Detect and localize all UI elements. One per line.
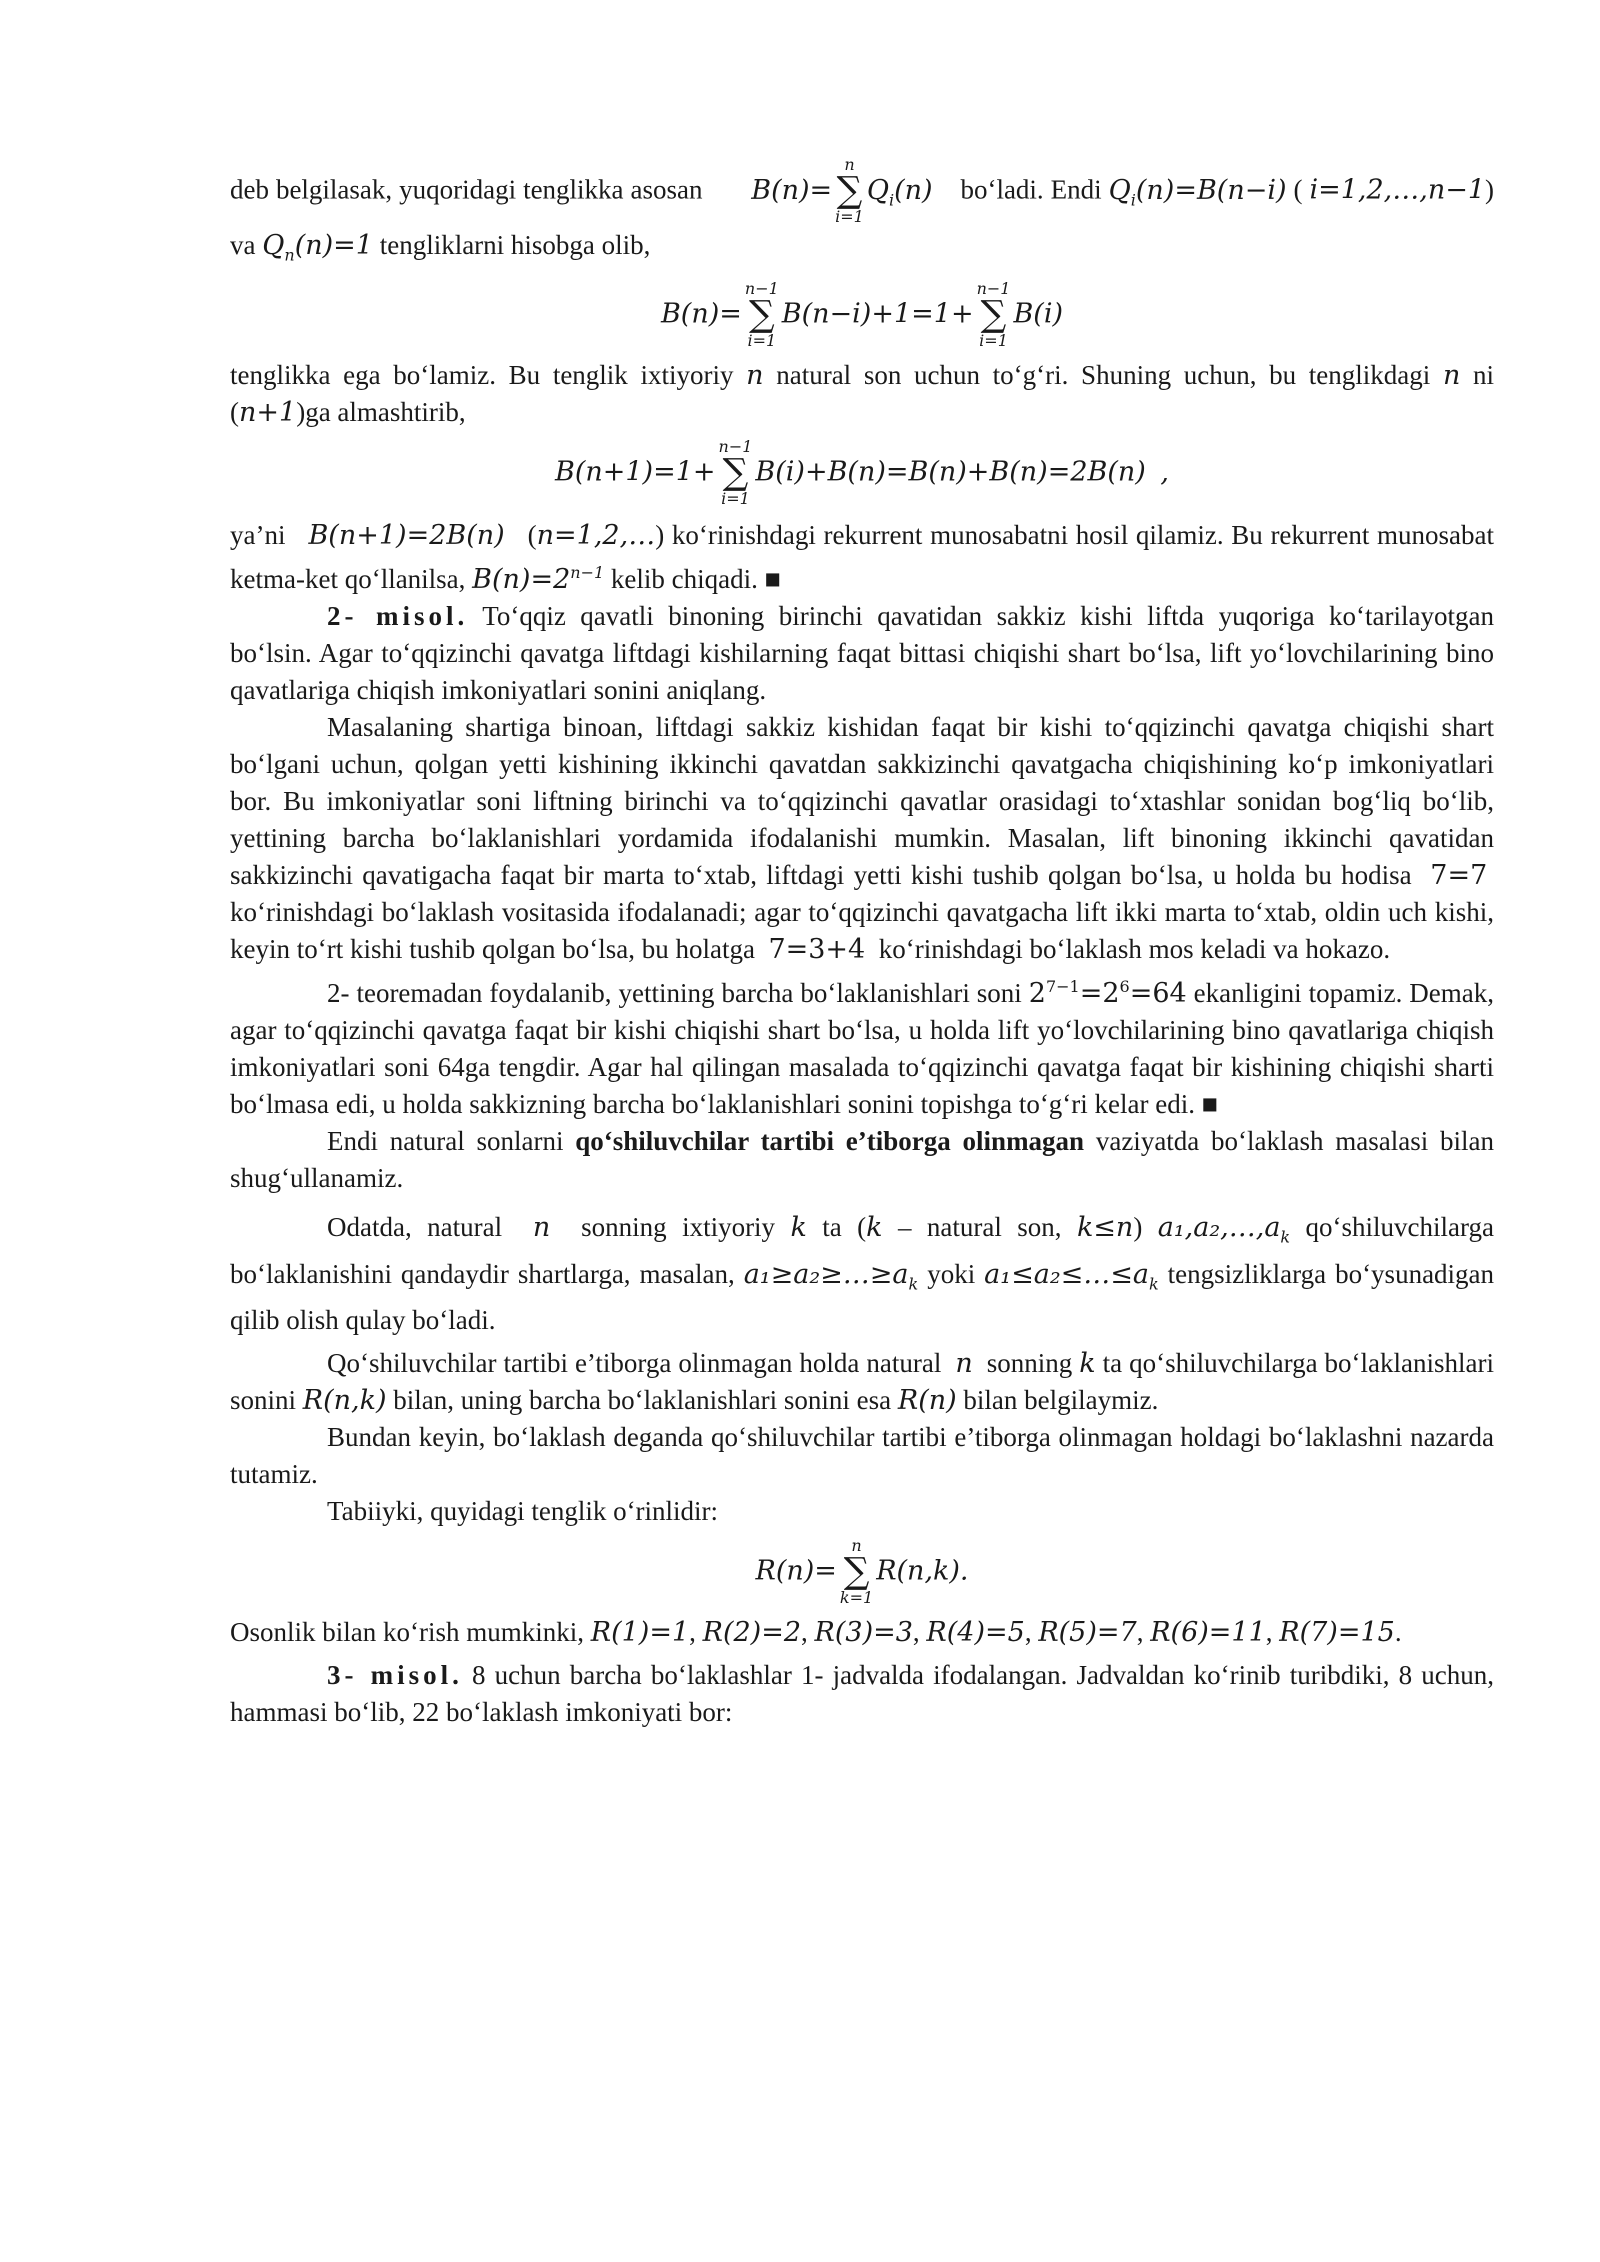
paragraph-example-3: 3- misol. 8 uchun barcha bo‘laklashlar 1- jadvalda ifodalangan. Jadvaldan ko‘rinib turibdiki, 8 uchun, hammasi bo‘lib, 22 bo‘laklash imkoniyati bor: [230,1660,1494,1728]
text: tengliklarni hisobga olib, [379,230,651,260]
formula-r5: R(5)=7 [1038,1617,1137,1649]
text: deb belgilasak, yuqoridagi tenglikka asosan [230,174,703,205]
formula-a-seq: $a_1,a_2,\dots,a_k$ [1157,1212,1291,1247]
formula-r3: R(3)=3 [814,1617,913,1649]
formula-b-power: $B(n)=2^{n-1}$ [472,563,605,596]
var-n: n [532,1212,551,1244]
equation-r-sum: R(n)= n ∑ k=1 R(n,k). [755,1536,969,1608]
formula-a-decreasing: $a_1\ge a_2\ge\dots\ge a_k$ [743,1258,919,1294]
paragraph-values: Osonlik bilan ko‘rish mumkinki, R(1)=1, R(2)=2, R(3)=3, R(4)=5, R(5)=7, R(6)=11, R(7)=15. [230,1617,1402,1649]
paragraph-substitution: tenglikka ega bo‘lamiz. Bu tenglik ixtiyoriy n natural son uchun to‘g‘ri. Shuning uchun, bu tenglikdagi n ni (n+1)ga almashtirib, [230,360,1495,429]
formula-r2: R(2)=2 [702,1617,802,1649]
formula-i-range: i=1,2,…,n−1 [1309,174,1486,206]
text: ( [1293,174,1303,205]
var-k: k [790,1212,807,1244]
formula-r1: R(1)=1 [590,1617,690,1649]
paragraph-notation: Qo‘shiluvchilar tartibi e’tiborga olinmagan holda natural n sonning k ta qo‘shiluvchilarga bo‘laklanishlari sonini R(n,k) bilan, uning barcha bo‘laklanishlari sonini esa R(n) bilan belgilaymiz. [230,1348,1494,1417]
formula-7-eq-7: 7=7 [1430,860,1488,892]
paragraph-solution: Masalaning shartiga binoan, liftdagi sakkiz kishidan faqat bir kishi to‘qqizinchi qavatga chiqishi shart bo‘lgani uchun, qolgan yetti kishining ikkinchi qavatdan sakkizinchi qavatgacha chiqishining ko‘p imkoniyatlari bor. Bu imkoniyatlar soni liftning birinchi va to‘qqizinchi qavatlar orasidagi to‘xtashlar sonidan bog‘liq bo‘lib, yettining barcha bo‘laklanishlari yordamida ifodalanishi mumkin. Masalan, lift binoning ikkinchi qavatidan sakkizinchi qavatigacha faqat bir marta to‘xtab, liftdagi yetti kishi tushib qolgan bo‘lsa, u holda bu hodisa 7=7 ko‘rinishdagi bo‘laklash vositasida ifodalanadi; agar to‘qqizinchi qavatgacha lift ikki marta to‘xtab, oldin uch kishi, keyin to‘rt kishi tushib qolgan bo‘lsa, bu holatga 7=3+4 ko‘rinishdagi bo‘laklash mos keladi va hokazo. [230,712,1494,966]
formula-q-n: $Q_n(n)=1$ [262,230,373,265]
var-n: n [746,360,764,392]
formula-r-n: R(n) [897,1385,957,1417]
formula-recurrence: B(n+1)=2B(n) [308,520,505,552]
text: ) va [230,174,1495,260]
paragraph-equality-intro: Tabiiyki, quyidagi tenglik o‘rinlidir: [327,1496,719,1527]
formula-two-power: $2^{7-1}=2^6=64$ [1028,977,1187,1010]
paragraph-example-2: 2- misol. To‘qqiz qavatli binoning birinchi qavatidan sakkiz kishi liftda yuqoriga ko‘tarilayotgan bo‘lsin. Agar to‘qqizinchi qavatga liftdagi kishilarning faqat bittasi chiqishi shart bo‘lsa, lift yo‘lovchilarining bino qavatlariga chiqish imkoniyatlari sonini aniqlang. [230,601,1494,706]
paragraph-ordering: Odatda, natural n sonning ixtiyoriy k ta (k – natural son, k≤n) $a_1,a_2,\dots,a_k$ qo‘shiluvchilarga bo‘laklanishini qandaydir shartlarga, masalan, $a_1\ge a_2\ge\dots\ge a_k$ yoki $a_1\le a_2\le\dots\le a_k$ tengsizliklarga bo‘ysunadigan qilib olish qulay bo‘ladi. [230,1212,1495,1336]
var-k: k [1079,1348,1096,1380]
formula-n-range: n=1,2,… [536,520,656,552]
paragraph-theorem: 2- teoremadan foydalanib, yettining barcha bo‘laklanishlari soni $2^{7-1}=2^6=64$ ekanligini topamiz. Demak, agar to‘qqizinchi qavatga faqat bir kishi chiqishi shart bo‘lsa, u holda lift yo‘lovchilarining bino qavatlariga chiqish imkoniyatlari soni 64ga tengdir. Agar hal qilingan masalada to‘qqizinchi qavatga faqat bir kishining chiqishi sharti bo‘lmasa edi, u holda sakkizning barcha bo‘laklanishlari sonini topishga to‘g‘ri kelar edi. ■ [230,977,1495,1120]
formula-q-i: $Q_i(n)=B(n-i)$ [1108,174,1287,209]
var-n: n [955,1348,973,1380]
paragraph-unordered: Endi natural sonlarni qo‘shiluvchilar tartibi e’tiborga olinmagan vaziyatda bo‘laklash masalasi bilan shug‘ullanamiz. [230,1126,1495,1194]
paragraph-recurrence: ya’ni B(n+1)=2B(n) (n=1,2,…) ko‘rinishdagi rekurrent munosabatni hosil qilamiz. Bu rekurrent munosabat ketma-ket qo‘llanilsa, $B(n)=2^{n-1}$ kelib chiqadi. ■ [230,520,1495,596]
var-n: n [1442,360,1461,392]
bold-term: qo‘shiluvchilar tartibi e’tiborga olinmagan [575,1126,1085,1157]
document-page [230,155,1494,1731]
formula-a-increasing: $a_1\le a_2\le\dots\le a_k$ [984,1258,1159,1294]
example-label: 3- misol. [327,1660,463,1691]
formula-r6: R(6)=11 [1150,1617,1266,1649]
text: bo‘ladi. Endi [960,174,1102,205]
example-label: 2- misol. [327,601,469,632]
equation-b-recursion: B(n)= n−1 ∑ i=1 B(n−i)+1=1+ n−1 ∑ i=1 B(i) [660,279,1064,351]
formula-b-sum: B(n)= n ∑ i=1 $Q_i(n)$ [751,155,933,226]
formula-r-n-k: R(n,k) [302,1385,387,1417]
paragraph-convention: Bundan keyin, bo‘laklash deganda qo‘shiluvchilar tartibi e’tiborga olinmagan holdagi bo‘laklashni nazarda tutamiz. [230,1422,1494,1490]
formula-n-plus-1: n+1 [239,397,297,429]
equation-b-n-plus-1: B(n+1)=1+ n−1 ∑ i=1 B(i)+B(n)=B(n)+B(n)=2B(n) , [554,437,1169,509]
formula-r4: R(4)=5 [926,1617,1025,1649]
paragraph-intro [230,155,1494,273]
formula-r7: R(7)=15 [1279,1617,1395,1649]
formula-k-le-n: k≤n [1076,1212,1134,1244]
formula-7-eq-3-plus-4: 7=3+4 [768,934,866,966]
var-k: k [866,1212,883,1244]
